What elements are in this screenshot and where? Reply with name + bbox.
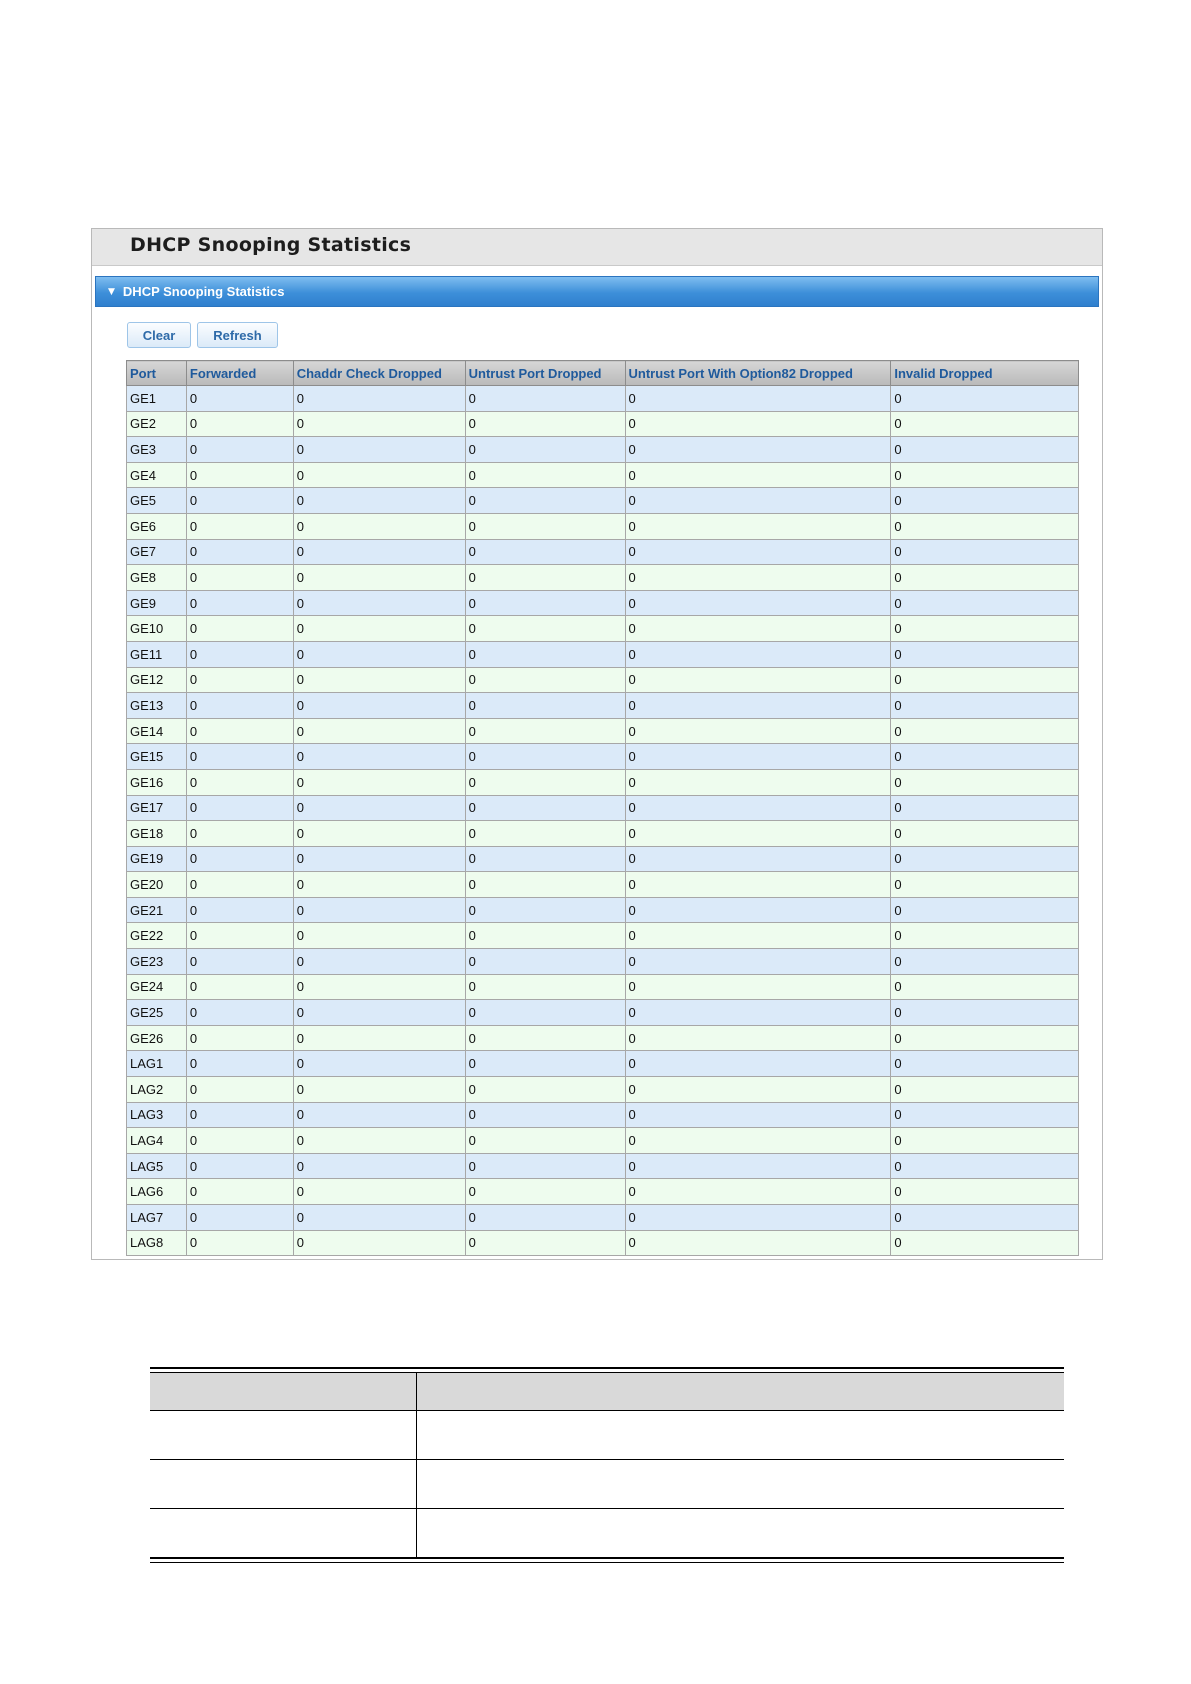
column-header: Untrust Port With Option82 Dropped xyxy=(625,361,891,386)
counter-cell: 0 xyxy=(625,744,891,770)
counter-cell: 0 xyxy=(186,846,293,872)
counter-cell: 0 xyxy=(186,513,293,539)
counter-cell: 0 xyxy=(891,872,1079,898)
description-cell xyxy=(150,1509,417,1557)
table-row xyxy=(127,386,1079,412)
counter-cell: 0 xyxy=(625,1230,891,1256)
counter-cell: 0 xyxy=(186,1179,293,1205)
counter-cell: 0 xyxy=(625,795,891,821)
counter-cell: 0 xyxy=(465,1077,625,1103)
counter-cell: 0 xyxy=(293,1102,465,1128)
table-row xyxy=(127,1051,1079,1077)
counter-cell: 0 xyxy=(465,923,625,949)
description-cell xyxy=(417,1460,1064,1508)
counter-cell: 0 xyxy=(293,795,465,821)
counter-cell: 0 xyxy=(625,693,891,719)
column-header: Forwarded xyxy=(186,361,293,386)
table-row xyxy=(127,1230,1079,1256)
counter-cell: 0 xyxy=(186,897,293,923)
counter-cell: 0 xyxy=(293,1077,465,1103)
port-cell: GE20 xyxy=(127,872,187,898)
counter-cell: 0 xyxy=(891,462,1079,488)
counter-cell: 0 xyxy=(186,1051,293,1077)
counter-cell: 0 xyxy=(891,949,1079,975)
port-cell: LAG8 xyxy=(127,1230,187,1256)
counter-cell: 0 xyxy=(891,795,1079,821)
counter-cell: 0 xyxy=(625,539,891,565)
column-header: Invalid Dropped xyxy=(891,361,1079,386)
table-row xyxy=(127,590,1079,616)
table-row xyxy=(127,462,1079,488)
counter-cell: 0 xyxy=(625,565,891,591)
counter-cell: 0 xyxy=(293,974,465,1000)
counter-cell: 0 xyxy=(465,488,625,514)
table-row xyxy=(127,1179,1079,1205)
counter-cell: 0 xyxy=(186,565,293,591)
port-cell: GE12 xyxy=(127,667,187,693)
port-cell: LAG7 xyxy=(127,1205,187,1231)
counter-cell: 0 xyxy=(186,539,293,565)
triangle-down-icon[interactable]: ▼ xyxy=(108,286,115,297)
counter-cell: 0 xyxy=(891,488,1079,514)
counter-cell: 0 xyxy=(186,1077,293,1103)
counter-cell: 0 xyxy=(465,565,625,591)
counter-cell: 0 xyxy=(625,641,891,667)
counter-cell: 0 xyxy=(465,846,625,872)
counter-cell: 0 xyxy=(625,1179,891,1205)
counter-cell: 0 xyxy=(891,1128,1079,1154)
counter-cell: 0 xyxy=(465,897,625,923)
counter-cell: 0 xyxy=(186,1128,293,1154)
page-title-bar xyxy=(92,229,1102,266)
counter-cell: 0 xyxy=(186,1000,293,1026)
counter-cell: 0 xyxy=(465,1102,625,1128)
counter-cell: 0 xyxy=(465,1153,625,1179)
counter-cell: 0 xyxy=(465,1205,625,1231)
counter-cell: 0 xyxy=(625,949,891,975)
description-row xyxy=(150,1411,1064,1460)
port-cell: GE18 xyxy=(127,821,187,847)
page-title: DHCP Snooping Statistics xyxy=(130,234,412,256)
counter-cell: 0 xyxy=(465,1051,625,1077)
counter-cell: 0 xyxy=(465,590,625,616)
description-row xyxy=(150,1509,1064,1557)
counter-cell: 0 xyxy=(625,1153,891,1179)
counter-cell: 0 xyxy=(891,897,1079,923)
counter-cell: 0 xyxy=(625,488,891,514)
counter-cell: 0 xyxy=(465,795,625,821)
port-cell: GE22 xyxy=(127,923,187,949)
counter-cell: 0 xyxy=(186,1230,293,1256)
counter-cell: 0 xyxy=(293,897,465,923)
counter-cell: 0 xyxy=(186,1025,293,1051)
counter-cell: 0 xyxy=(465,744,625,770)
counter-cell: 0 xyxy=(293,1128,465,1154)
table-row xyxy=(127,744,1079,770)
counter-cell: 0 xyxy=(293,539,465,565)
table-row xyxy=(127,769,1079,795)
table-row xyxy=(127,1000,1079,1026)
counter-cell: 0 xyxy=(186,437,293,463)
counter-cell: 0 xyxy=(186,821,293,847)
counter-cell: 0 xyxy=(465,616,625,642)
counter-cell: 0 xyxy=(891,1000,1079,1026)
counter-cell: 0 xyxy=(891,513,1079,539)
counter-cell: 0 xyxy=(293,616,465,642)
counter-cell: 0 xyxy=(465,437,625,463)
table-body xyxy=(127,386,1079,1256)
counter-cell: 0 xyxy=(293,411,465,437)
counter-cell: 0 xyxy=(293,718,465,744)
counter-cell: 0 xyxy=(293,641,465,667)
counter-cell: 0 xyxy=(625,718,891,744)
counter-cell: 0 xyxy=(186,462,293,488)
table-row xyxy=(127,1153,1079,1179)
counter-cell: 0 xyxy=(186,1102,293,1128)
counter-cell: 0 xyxy=(625,1000,891,1026)
port-cell: GE10 xyxy=(127,616,187,642)
description-cell xyxy=(150,1460,417,1508)
table-row xyxy=(127,974,1079,1000)
counter-cell: 0 xyxy=(465,641,625,667)
counter-cell: 0 xyxy=(465,539,625,565)
table-row xyxy=(127,616,1079,642)
port-cell: GE13 xyxy=(127,693,187,719)
counter-cell: 0 xyxy=(891,846,1079,872)
statistics-table xyxy=(126,360,1079,1256)
counter-cell: 0 xyxy=(465,1230,625,1256)
port-cell: LAG6 xyxy=(127,1179,187,1205)
counter-cell: 0 xyxy=(293,1179,465,1205)
port-cell: GE4 xyxy=(127,462,187,488)
counter-cell: 0 xyxy=(293,872,465,898)
counter-cell: 0 xyxy=(465,462,625,488)
table-row xyxy=(127,488,1079,514)
counter-cell: 0 xyxy=(625,769,891,795)
counter-cell: 0 xyxy=(891,693,1079,719)
counter-cell: 0 xyxy=(891,1025,1079,1051)
counter-cell: 0 xyxy=(891,974,1079,1000)
counter-cell: 0 xyxy=(891,923,1079,949)
counter-cell: 0 xyxy=(293,590,465,616)
counter-cell: 0 xyxy=(293,1230,465,1256)
counter-cell: 0 xyxy=(891,1102,1079,1128)
counter-cell: 0 xyxy=(186,616,293,642)
counter-cell: 0 xyxy=(186,795,293,821)
counter-cell: 0 xyxy=(186,488,293,514)
counter-cell: 0 xyxy=(891,821,1079,847)
counter-cell: 0 xyxy=(186,923,293,949)
table-row xyxy=(127,539,1079,565)
counter-cell: 0 xyxy=(465,1128,625,1154)
table-row xyxy=(127,1205,1079,1231)
table-row xyxy=(127,1102,1079,1128)
table-row xyxy=(127,1077,1079,1103)
table-row xyxy=(127,437,1079,463)
column-header: Chaddr Check Dropped xyxy=(293,361,465,386)
counter-cell: 0 xyxy=(891,1077,1079,1103)
counter-cell: 0 xyxy=(465,1179,625,1205)
counter-cell: 0 xyxy=(186,411,293,437)
description-row xyxy=(150,1460,1064,1509)
counter-cell: 0 xyxy=(186,386,293,412)
port-cell: GE15 xyxy=(127,744,187,770)
counter-cell: 0 xyxy=(891,590,1079,616)
counter-cell: 0 xyxy=(891,744,1079,770)
counter-cell: 0 xyxy=(625,667,891,693)
counter-cell: 0 xyxy=(625,1205,891,1231)
counter-cell: 0 xyxy=(891,386,1079,412)
counter-cell: 0 xyxy=(465,974,625,1000)
table-row xyxy=(127,411,1079,437)
port-cell: LAG3 xyxy=(127,1102,187,1128)
table-bottom-rule xyxy=(150,1557,1064,1563)
port-cell: GE5 xyxy=(127,488,187,514)
port-cell: GE1 xyxy=(127,386,187,412)
table-row xyxy=(127,795,1079,821)
counter-cell: 0 xyxy=(891,1230,1079,1256)
description-cell xyxy=(417,1411,1064,1459)
table-header-row xyxy=(127,361,1079,386)
counter-cell: 0 xyxy=(293,1051,465,1077)
counter-cell: 0 xyxy=(293,437,465,463)
counter-cell: 0 xyxy=(891,1051,1079,1077)
description-cell xyxy=(417,1509,1064,1557)
description-header-cell-2 xyxy=(417,1373,1064,1410)
counter-cell: 0 xyxy=(891,616,1079,642)
counter-cell: 0 xyxy=(891,1205,1079,1231)
counter-cell: 0 xyxy=(625,1025,891,1051)
port-cell: GE6 xyxy=(127,513,187,539)
port-cell: LAG2 xyxy=(127,1077,187,1103)
counter-cell: 0 xyxy=(293,1025,465,1051)
port-cell: GE19 xyxy=(127,846,187,872)
counter-cell: 0 xyxy=(293,513,465,539)
counter-cell: 0 xyxy=(186,718,293,744)
table-row xyxy=(127,693,1079,719)
counter-cell: 0 xyxy=(465,411,625,437)
table-row xyxy=(127,897,1079,923)
counter-cell: 0 xyxy=(293,846,465,872)
port-cell: LAG1 xyxy=(127,1051,187,1077)
counter-cell: 0 xyxy=(465,1025,625,1051)
table-row xyxy=(127,718,1079,744)
counter-cell: 0 xyxy=(465,718,625,744)
description-header-cell-1 xyxy=(150,1373,417,1410)
port-cell: GE8 xyxy=(127,565,187,591)
counter-cell: 0 xyxy=(625,386,891,412)
table-row xyxy=(127,667,1079,693)
column-header: Port xyxy=(127,361,187,386)
counter-cell: 0 xyxy=(891,1179,1079,1205)
counter-cell: 0 xyxy=(293,744,465,770)
counter-cell: 0 xyxy=(186,590,293,616)
counter-cell: 0 xyxy=(625,437,891,463)
table-row xyxy=(127,949,1079,975)
port-cell: GE9 xyxy=(127,590,187,616)
counter-cell: 0 xyxy=(891,769,1079,795)
counter-cell: 0 xyxy=(186,974,293,1000)
table-row xyxy=(127,923,1079,949)
counter-cell: 0 xyxy=(625,821,891,847)
port-cell: GE21 xyxy=(127,897,187,923)
port-cell: GE14 xyxy=(127,718,187,744)
port-cell: GE25 xyxy=(127,1000,187,1026)
counter-cell: 0 xyxy=(891,641,1079,667)
counter-cell: 0 xyxy=(465,667,625,693)
counter-cell: 0 xyxy=(625,872,891,898)
counter-cell: 0 xyxy=(891,565,1079,591)
counter-cell: 0 xyxy=(625,513,891,539)
counter-cell: 0 xyxy=(625,846,891,872)
port-cell: LAG5 xyxy=(127,1153,187,1179)
port-cell: GE23 xyxy=(127,949,187,975)
counter-cell: 0 xyxy=(293,949,465,975)
counter-cell: 0 xyxy=(465,513,625,539)
counter-cell: 0 xyxy=(293,667,465,693)
column-header: Untrust Port Dropped xyxy=(465,361,625,386)
counter-cell: 0 xyxy=(186,667,293,693)
counter-cell: 0 xyxy=(891,411,1079,437)
port-cell: GE3 xyxy=(127,437,187,463)
counter-cell: 0 xyxy=(186,693,293,719)
counter-cell: 0 xyxy=(625,462,891,488)
counter-cell: 0 xyxy=(625,1051,891,1077)
port-cell: GE11 xyxy=(127,641,187,667)
counter-cell: 0 xyxy=(625,590,891,616)
port-cell: GE7 xyxy=(127,539,187,565)
counter-cell: 0 xyxy=(465,386,625,412)
counter-cell: 0 xyxy=(625,923,891,949)
counter-cell: 0 xyxy=(891,539,1079,565)
counter-cell: 0 xyxy=(891,718,1079,744)
counter-cell: 0 xyxy=(465,872,625,898)
counter-cell: 0 xyxy=(186,949,293,975)
counter-cell: 0 xyxy=(465,693,625,719)
port-cell: GE16 xyxy=(127,769,187,795)
counter-cell: 0 xyxy=(186,1153,293,1179)
description-header-row xyxy=(150,1373,1064,1411)
port-cell: LAG4 xyxy=(127,1128,187,1154)
counter-cell: 0 xyxy=(293,1153,465,1179)
counter-cell: 0 xyxy=(625,1077,891,1103)
table-row xyxy=(127,821,1079,847)
counter-cell: 0 xyxy=(465,949,625,975)
table-row xyxy=(127,1128,1079,1154)
counter-cell: 0 xyxy=(293,488,465,514)
counter-cell: 0 xyxy=(293,1205,465,1231)
port-cell: GE24 xyxy=(127,974,187,1000)
section-label: DHCP Snooping Statistics xyxy=(122,284,285,299)
refresh-button[interactable]: Refresh xyxy=(197,322,278,348)
counter-cell: 0 xyxy=(186,872,293,898)
counter-cell: 0 xyxy=(293,386,465,412)
table-row xyxy=(127,1025,1079,1051)
counter-cell: 0 xyxy=(293,769,465,795)
counter-cell: 0 xyxy=(465,821,625,847)
statistics-panel xyxy=(91,228,1103,1260)
port-cell: GE2 xyxy=(127,411,187,437)
counter-cell: 0 xyxy=(625,974,891,1000)
counter-cell: 0 xyxy=(293,923,465,949)
counter-cell: 0 xyxy=(293,1000,465,1026)
port-cell: GE26 xyxy=(127,1025,187,1051)
counter-cell: 0 xyxy=(186,769,293,795)
section-header-dhcp-snooping-statistics[interactable] xyxy=(95,276,1099,307)
counter-cell: 0 xyxy=(293,565,465,591)
table-row xyxy=(127,565,1079,591)
table-row xyxy=(127,872,1079,898)
counter-cell: 0 xyxy=(465,1000,625,1026)
counter-cell: 0 xyxy=(293,462,465,488)
counter-cell: 0 xyxy=(625,411,891,437)
table-row xyxy=(127,641,1079,667)
description-table xyxy=(150,1367,1064,1563)
counter-cell: 0 xyxy=(625,616,891,642)
table-row xyxy=(127,513,1079,539)
counter-cell: 0 xyxy=(891,1153,1079,1179)
counter-cell: 0 xyxy=(293,693,465,719)
port-cell: GE17 xyxy=(127,795,187,821)
counter-cell: 0 xyxy=(891,667,1079,693)
table-row xyxy=(127,846,1079,872)
clear-button[interactable]: Clear xyxy=(127,322,191,348)
counter-cell: 0 xyxy=(625,1102,891,1128)
counter-cell: 0 xyxy=(293,821,465,847)
counter-cell: 0 xyxy=(186,744,293,770)
counter-cell: 0 xyxy=(625,1128,891,1154)
description-cell xyxy=(150,1411,417,1459)
counter-cell: 0 xyxy=(891,437,1079,463)
counter-cell: 0 xyxy=(625,897,891,923)
counter-cell: 0 xyxy=(186,1205,293,1231)
counter-cell: 0 xyxy=(465,769,625,795)
counter-cell: 0 xyxy=(186,641,293,667)
